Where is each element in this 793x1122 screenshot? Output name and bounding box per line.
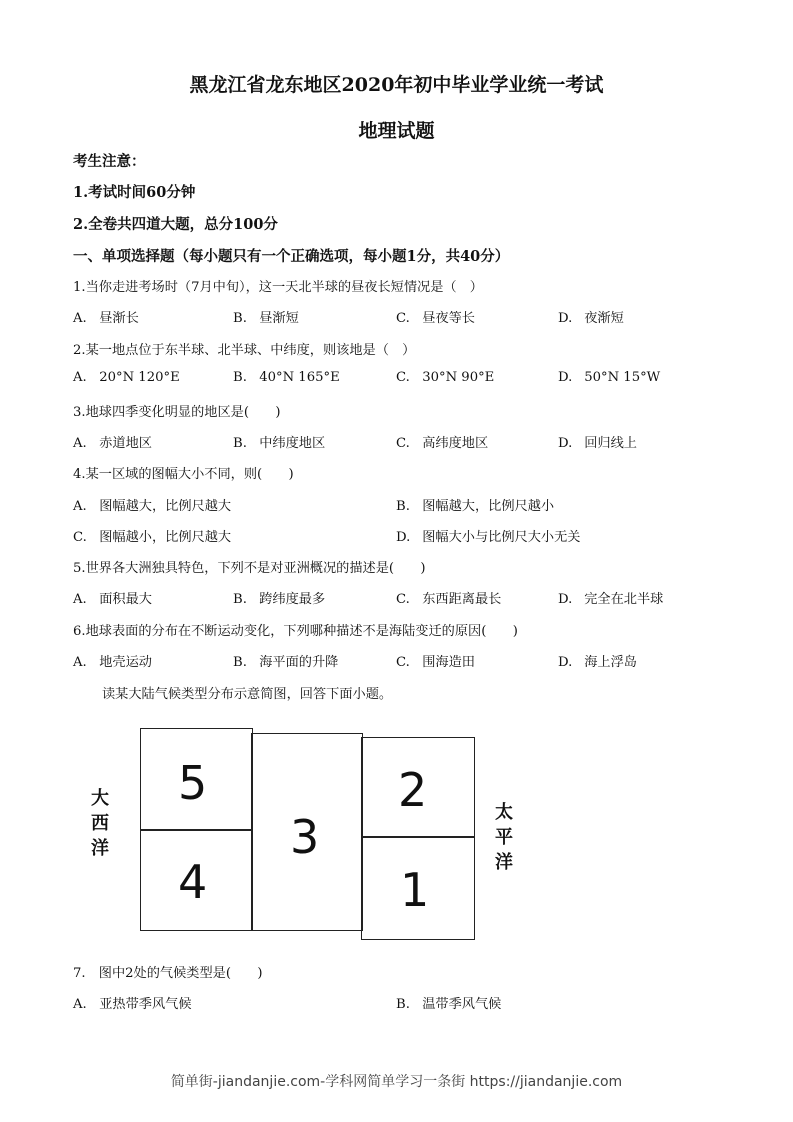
- notice-item-1: 1.考试时间60分钟: [73, 184, 196, 201]
- notice-item-2: 2.全卷共四道大题，总分100分: [73, 216, 278, 233]
- option-d: D. 夜渐短: [558, 311, 624, 326]
- option-b: B. 温带季风气候: [396, 997, 502, 1012]
- region-label-3: 3: [290, 810, 320, 864]
- option-b: B. 跨纬度最多: [233, 592, 326, 607]
- option-a: A. 赤道地区: [73, 436, 152, 451]
- option-b: B. 中纬度地区: [233, 436, 326, 451]
- option-a: A. 20°N 120°E: [73, 370, 180, 385]
- option-a: A. 亚热带季风气候: [73, 997, 192, 1012]
- question-stem: 5.世界各大洲独具特色，下列不是对亚洲概况的描述是( ): [73, 561, 426, 576]
- option-b: B. 40°N 165°E: [233, 370, 340, 385]
- section-heading: 一、单项选择题（每小题只有一个正确选项，每小题1分，共40分）: [73, 248, 510, 265]
- option-c: C. 昼夜等长: [396, 311, 475, 326]
- question-stem: 7. 图中2处的气候类型是( ): [73, 966, 263, 981]
- region-label-4: 4: [178, 855, 208, 909]
- option-b: B. 昼渐短: [233, 311, 299, 326]
- exam-title: 黑龙江省龙东地区2020年初中毕业学业统一考试: [189, 74, 604, 96]
- pacific-ocean-label: 太 平 洋: [495, 802, 513, 873]
- exam-subtitle: 地理试题: [358, 120, 435, 142]
- option-a: A. 地壳运动: [73, 655, 152, 670]
- option-c: C. 30°N 90°E: [396, 370, 495, 385]
- option-d: D. 图幅大小与比例尺大小无关: [396, 530, 581, 545]
- option-b: B. 图幅越大，比例尺越小: [396, 499, 555, 514]
- option-d: D. 完全在北半球: [558, 592, 664, 607]
- question-stem: 1.当你走进考场时（7月中旬），这一天北半球的昼夜长短情况是（ ）: [73, 280, 483, 295]
- option-c: C. 图幅越小，比例尺越大: [73, 530, 232, 545]
- atlantic-ocean-label: 大 西 洋: [91, 788, 109, 859]
- option-a: A. 面积最大: [73, 592, 152, 607]
- option-c: C. 围海造田: [396, 655, 475, 670]
- option-a: A. 图幅越大，比例尺越大: [73, 499, 232, 514]
- option-d: D. 海上浮岛: [558, 655, 637, 670]
- option-c: C. 高纬度地区: [396, 436, 489, 451]
- question-stem: 6.地球表面的分布在不断运动变化，下列哪种描述不是海陆变迁的原因( ): [73, 624, 518, 639]
- region-label-1: 1: [400, 863, 430, 917]
- notice-heading: 考生注意：: [73, 153, 146, 170]
- option-a: A. 昼渐长: [73, 311, 139, 326]
- option-b: B. 海平面的升降: [233, 655, 339, 670]
- page-footer: 简单街-jiandanjie.com-学科网简单学习一条街 https://jiandanjie.com: [170, 1074, 623, 1090]
- option-d: D. 50°N 15°W: [558, 370, 661, 385]
- question-stem: 3.地球四季变化明显的地区是( ): [73, 405, 281, 420]
- question-stem: 4.某一区域的图幅大小不同，则( ): [73, 467, 294, 482]
- option-d: D. 回归线上: [558, 436, 637, 451]
- question-stem: 2.某一地点位于东半球、北半球、中纬度，则该地是（ ）: [73, 343, 416, 358]
- region-label-5: 5: [178, 756, 208, 810]
- region-label-2: 2: [398, 763, 428, 817]
- option-c: C. 东西距离最长: [396, 592, 502, 607]
- reading-prompt: 读某大陆气候类型分布示意简图，回答下面小题。: [102, 687, 393, 702]
